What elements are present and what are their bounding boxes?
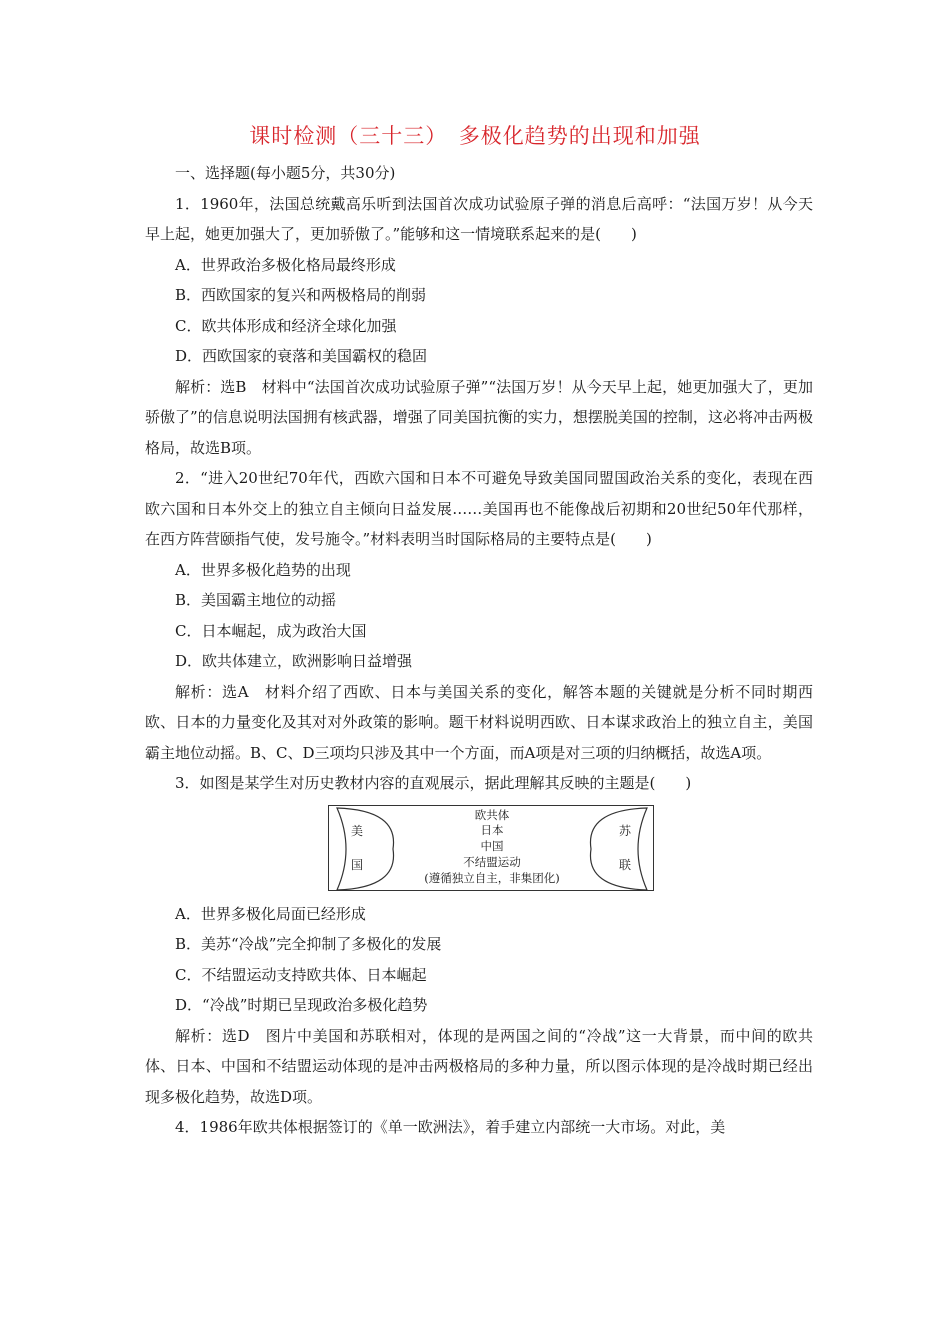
question-3-option-d: D．“冷战”时期已呈现政治多极化趋势 [175, 996, 428, 1014]
question-3-option-b: B．美苏“冷战”完全抑制了多极化的发展 [175, 935, 442, 953]
question-3-analysis: 解析：选D 图片中美国和苏联相对，体现的是两国之间的“冷战”这一大背景，而中间的欧共体、日本、中国和不结盟运动体现的是冲击两极格局的多种力量，所以图示体现的是冷战时期已经出现多极化趋势，故选D项。 [145, 1026, 813, 1106]
question-3-stem: 3．如图是某学生对历史教材内容的直观展示，据此理解其反映的主题是( ) [175, 774, 692, 792]
question-2-stem: 2．“进入20世纪70年代，西欧六国和日本不可避免导致美国同盟国政治关系的变化，表现在西欧六国和日本外交上的独立自主倾向日益发展……美国再也不能像战后初期和20世纪50年代那样，在西方阵营颐指气使，发号施令。”材料表明当时国际格局的主要特点是( ) [145, 469, 813, 548]
question-2-option-c: C．日本崛起，成为政治大国 [175, 621, 367, 640]
question-1-analysis: 解析：选B 材料中“法国首次成功试验原子弹”“法国万岁！从今天早上起，她更加强大了，更加骄傲了”的信息说明法国拥有核武器，增强了同美国抗衡的实力，想摆脱美国的控制，这必将冲击两极格局，故选B项。 [145, 377, 813, 457]
question-1-option-c: C．欧共体形成和经济全球化加强 [175, 316, 397, 335]
question-3-option-c: C．不结盟运动支持欧共体、日本崛起 [175, 965, 427, 984]
ussr-crescent-shape [590, 808, 647, 890]
figure-left-label-1: 美 [351, 823, 364, 838]
figure-right-label-2: 联 [619, 857, 632, 872]
figure-center-line-3: 中国 [480, 839, 504, 854]
section-header: 一、选择题(每小题5分，共30分) [175, 164, 396, 182]
question-4-stem: 4．1986年欧共体根据签订的《单一欧洲法》，着手建立内部统一大市场。对此，美 [175, 1118, 726, 1136]
figure-center-line-1: 欧共体 [474, 807, 510, 822]
question-1-option-a: A．世界政治多极化格局最终形成 [175, 255, 396, 274]
question-2-option-a: A．世界多极化趋势的出现 [175, 560, 351, 579]
usa-crescent-shape [337, 808, 394, 890]
figure-center-line-2: 日本 [480, 823, 504, 838]
question-1-option-b: B．西欧国家的复兴和两极格局的削弱 [175, 286, 427, 304]
question-2-option-b: B．美国霸主地位的动摇 [175, 591, 337, 609]
question-3-figure-wrapper [145, 799, 813, 899]
question-3-option-a: A．世界多极化局面已经形成 [175, 904, 366, 923]
question-2-option-d: D．欧共体建立，欧洲影响日益增强 [175, 652, 413, 670]
figure-center-line-4: 不结盟运动 [463, 854, 521, 869]
question-2-analysis: 解析：选A 材料介绍了西欧、日本与美国关系的变化，解答本题的关键就是分析不同时期西欧、日本的力量变化及其对对外政策的影响。题干材料说明西欧、日本谋求政治上的独立自主，美国霸主地位动摇。B、C、D三项均只涉及其中一个方面，而A项是对三项的归纳概括，故选A项。 [145, 682, 813, 762]
page-title: 课时检测（三十三） 多极化趋势的出现和加强 [249, 124, 701, 148]
question-1-option-d: D．西欧国家的衰落和美国霸权的稳固 [175, 347, 428, 365]
question-1-stem: 1．1960年，法国总统戴高乐听到法国首次成功试验原子弹的消息后高呼：“法国万岁！从今天早上起，她更加强大了，更加骄傲了。”能够和这一情境联系起来的是( ) [145, 194, 813, 243]
figure-right-label-1: 苏 [619, 823, 632, 838]
document-body [145, 158, 813, 1143]
figure-center-labels [389, 808, 595, 887]
question-3-figure [328, 805, 654, 891]
figure-left-label-2: 国 [351, 857, 364, 872]
figure-center-line-5: (遵循独立自主，非集团化) [424, 870, 560, 885]
